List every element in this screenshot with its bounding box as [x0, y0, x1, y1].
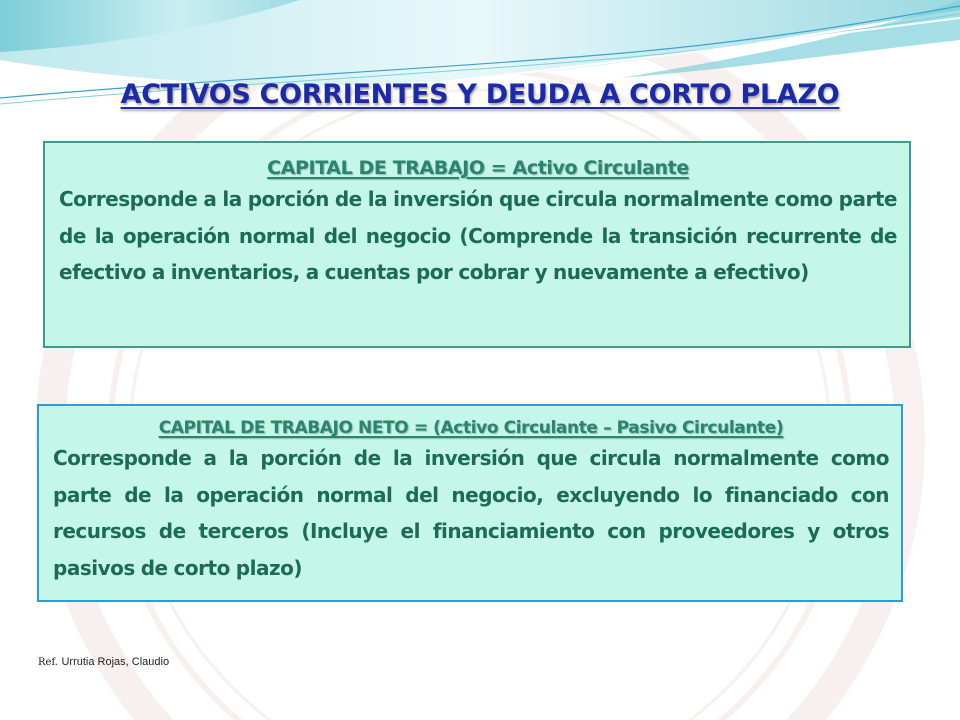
working-capital-definition: Corresponde a la porción de la inversión que circula normalmente como parte de la operación normal del negocio (Comprende la transición recurrente de efectivo a inventarios, a cuentas por cobrar y nuevamente a efectivo): [59, 187, 897, 284]
header-wave-decoration: [0, 0, 960, 130]
reference-author: Urrutia Rojas, Claudio: [61, 656, 170, 668]
net-working-capital-box: [37, 404, 903, 602]
net-working-capital-definition: Corresponde a la porción de la inversión que circula normalmente como parte de la operación normal del negocio, excluyendo lo financiado con recursos de terceros (Incluye el financiamiento con proveedores y otros pasivos de corto plazo): [53, 446, 889, 580]
slide-title: ACTIVOS CORRIENTES Y DEUDA A CORTO PLAZO: [120, 79, 840, 110]
working-capital-heading: CAPITAL DE TRABAJO = Activo Circulante: [267, 157, 689, 179]
net-working-capital-heading: CAPITAL DE TRABAJO NETO = (Activo Circulante – Pasivo Circulante): [158, 418, 784, 438]
working-capital-box: [43, 141, 911, 348]
reference-prefix: Ref.: [38, 657, 58, 668]
reference-note: [38, 655, 169, 668]
